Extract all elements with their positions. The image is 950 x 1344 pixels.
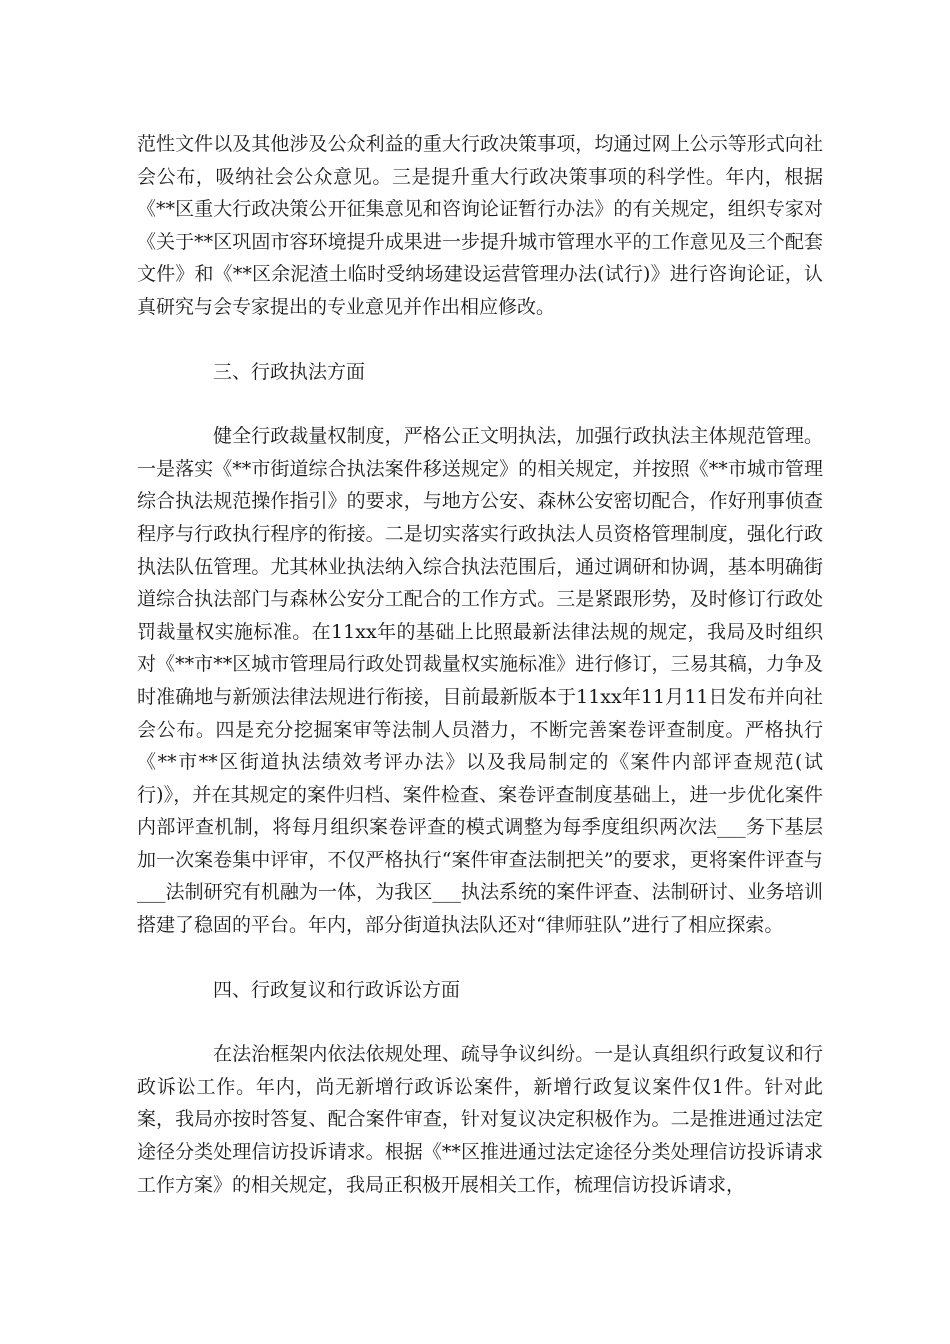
spacer (137, 388, 823, 420)
spacer (137, 942, 823, 974)
document-body (137, 128, 823, 1201)
spacer (137, 1006, 823, 1038)
section-heading-review-and-litigation: 四、行政复议和行政诉讼方面 (213, 978, 461, 1001)
section-heading-administrative-enforcement: 三、行政执法方面 (213, 360, 366, 383)
paragraph-review-and-litigation: 在法治框架内依法依规处理、疏导争议纠纷。一是认真组织行政复议和行政诉讼工作。年内，尚无新增行政诉讼案件，新增行政复议案件仅1件。针对此案，我局亦按时答复、配合案件审查，针对复议决定积极作为。二是推进通过法定途径分类处理信访投诉请求。根据《**区推进通过法定途径分类处理信访投诉请求工作方案》的相关规定，我局正积极开展相关工作，梳理信访投诉请求， (137, 1043, 823, 1196)
spacer (137, 324, 823, 356)
paragraph-administrative-enforcement: 健全行政裁量权制度，严格公正文明执法，加强行政执法主体规范管理。一是落实《**市街道综合执法案件移送规定》的相关规定，并按照《**市城市管理综合执法规范操作指引》的要求，与地方公安、森林公安密切配合，作好刑事侦查程序与行政执行程序的衔接。二是切实落实行政执法人员资格管理制度，强化行政执法队伍管理。尤其林业执法纳入综合执法范围后，通过调研和协调，基本明确街道综合执法部门与森林公安分工配合的工作方式。三是紧跟形势，及时修订行政处罚裁量权实施标准。在11xx年的基础上比照最新法律法规的规定，我局及时组织对《**市**区城市管理局行政处罚裁量权实施标准》进行修订，三易其稿，力争及时准确地与新颁法律法规进行衔接，目前最新版本于11xx年11月11日发布并向社会公布。四是充分挖掘案审等法制人员潜力，不断完善案卷评查制度。严格执行《**市**区街道执法绩效考评办法》以及我局制定的《案件内部评查规范(试行)》，并在其规定的案件归档、案件检查、案卷评查制度基础上，进一步优化案件内部评查机制，将每月组织案卷评查的模式调整为每季度组织两次法___务下基层加一次案卷集中评审，不仅严格执行“案件审查法制把关”的要求，更将案件评查与___法制研究有机融为一体，为我区___执法系统的案件评查、法制研讨、业务培训搭建了稳固的平台。年内，部分街道执法队还对“律师驻队”进行了相应探索。 (137, 425, 823, 937)
paragraph-continuation: 范性文件以及其他涉及公众利益的重大行政决策事项，均通过网上公示等形式向社会公布，吸纳社会公众意见。三是提升重大行政决策事项的科学性。年内，根据《**区重大行政决策公开征集意见和咨询论证暂行办法》的有关规定，组织专家对《关于**区巩固市容环境提升成果进一步提升城市管理水平的工作意见及三个配套文件》和《**区余泥渣土临时受纳场建设运营管理办法(试行)》进行咨询论证，认真研究与会专家提出的专业意见并作出相应修改。 (137, 133, 823, 318)
